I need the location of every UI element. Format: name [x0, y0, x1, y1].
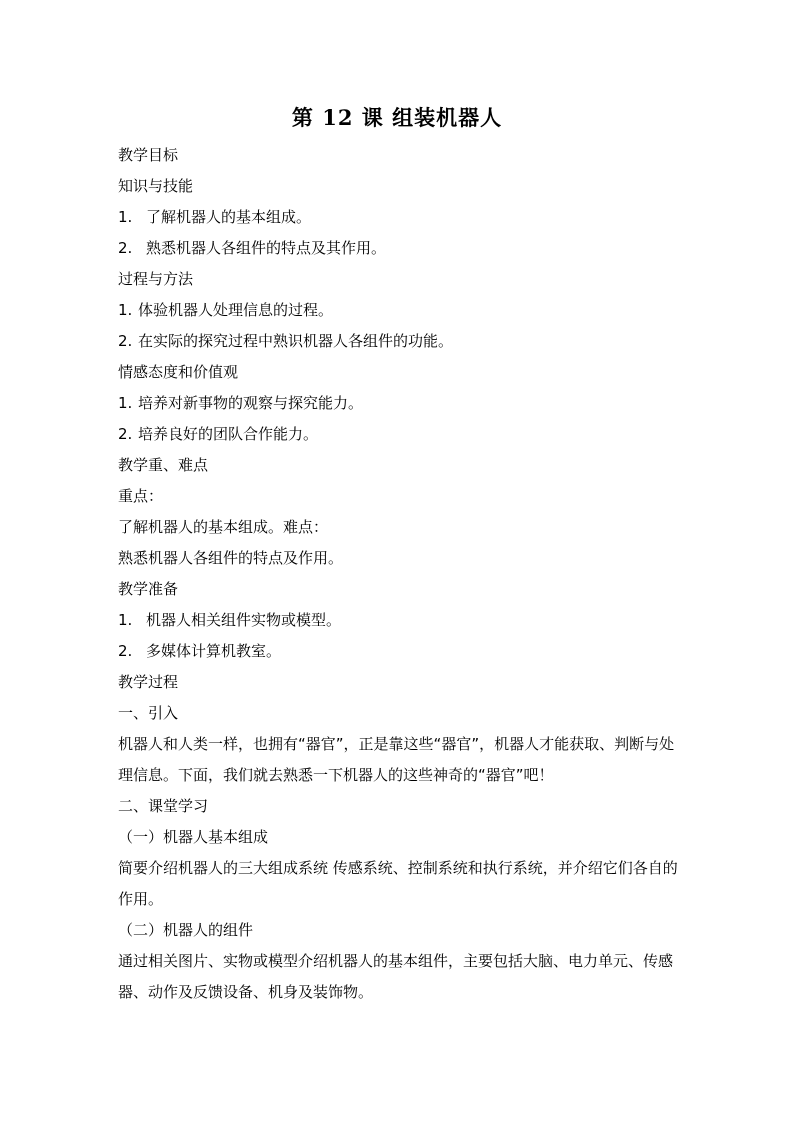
- item-text: 了解机器人的基本组成。: [146, 208, 312, 226]
- item-text: 体验机器人处理信息的过程。: [138, 301, 334, 319]
- knowledge-item-1: [118, 202, 678, 233]
- part2-heading: （二）机器人的组件: [118, 921, 254, 939]
- preparation-heading: 教学准备: [118, 580, 179, 598]
- process-item-1: [118, 295, 678, 326]
- item-text: 多媒体计算机教室。: [146, 642, 282, 660]
- item-text: 培养良好的团队合作能力。: [138, 425, 319, 443]
- item-number: 1.: [118, 301, 133, 319]
- part2-paragraph: 通过相关图片、实物或模型介绍机器人的基本组件，主要包括大脑、电力单元、传感器、动作及反馈设备、机身及装饰物。: [118, 952, 674, 1001]
- item-text: 在实际的探究过程中熟识机器人各组件的功能。: [138, 332, 454, 350]
- part1-paragraph: 简要介绍机器人的三大组成系统 传感系统、控制系统和执行系统，并介绍它们各自的作用。: [118, 859, 678, 908]
- preparation-item-1: [118, 605, 678, 636]
- knowledge-item-2: [118, 233, 678, 264]
- intro-paragraph: 机器人和人类一样，也拥有“器官”，正是靠这些“器官”，机器人才能获取、判断与处理信息。下面，我们就去熟悉一下机器人的这些神奇的“器官”吧！: [118, 735, 675, 784]
- process-heading: 过程与方法: [118, 270, 194, 288]
- item-number: 1.: [118, 208, 133, 226]
- procedure-heading: 教学过程: [118, 673, 179, 691]
- focus-label: 重点：: [118, 487, 164, 505]
- difficulty-line: 熟悉机器人各组件的特点及作用。: [118, 549, 344, 567]
- emotion-heading: 情感态度和价值观: [118, 363, 239, 381]
- knowledge-heading: 知识与技能: [118, 177, 194, 195]
- lesson-title: 第 12 课 组装机器人: [291, 105, 503, 130]
- item-number: 2.: [118, 642, 133, 660]
- study-heading: 二、课堂学习: [118, 797, 209, 815]
- preparation-item-2: [118, 636, 678, 667]
- item-text: 熟悉机器人各组件的特点及其作用。: [146, 239, 387, 257]
- document-body: [118, 140, 678, 1008]
- emotion-item-2: [118, 419, 678, 450]
- process-item-2: [118, 326, 678, 357]
- part1-heading: （一）机器人基本组成: [118, 828, 269, 846]
- item-number: 2.: [118, 425, 133, 443]
- objectives-heading: 教学目标: [118, 146, 179, 164]
- focus-line: 了解机器人的基本组成。难点：: [118, 518, 329, 536]
- key-points-heading: 教学重、难点: [118, 456, 209, 474]
- item-text: 培养对新事物的观察与探究能力。: [138, 394, 364, 412]
- emotion-item-1: [118, 388, 678, 419]
- item-number: 1.: [118, 611, 133, 629]
- item-number: 2.: [118, 239, 133, 257]
- item-text: 机器人相关组件实物或模型。: [146, 611, 342, 629]
- item-number: 2.: [118, 332, 133, 350]
- intro-heading: 一、引入: [118, 704, 179, 722]
- item-number: 1.: [118, 394, 133, 412]
